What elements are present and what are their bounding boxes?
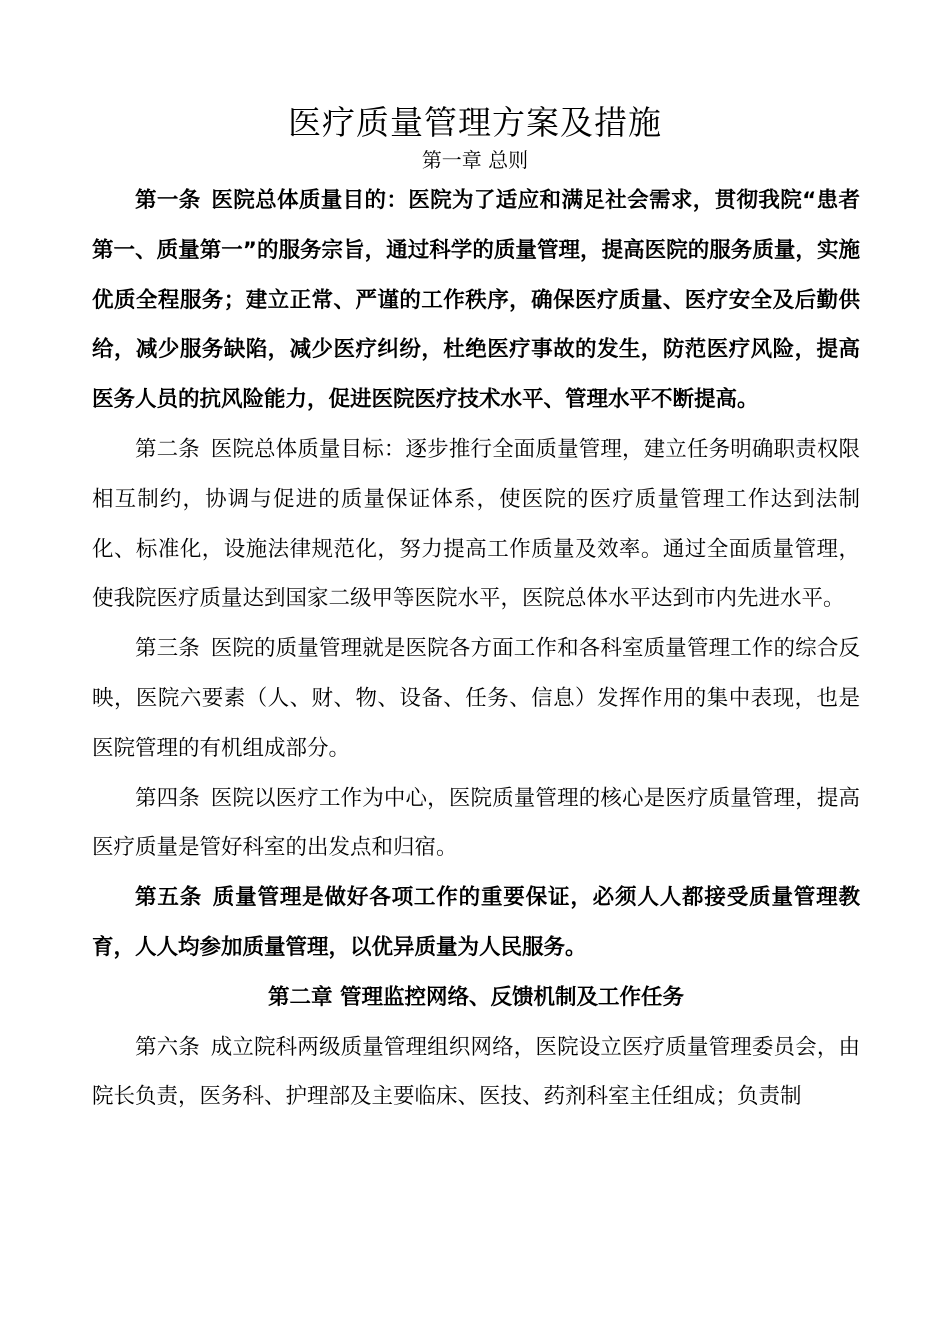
article-label: 第四条 [135,785,200,811]
article-2 [92,425,860,624]
article-label: 第五条 [135,885,203,911]
article-label: 第二条 [135,436,200,462]
article-text: 医院以医疗工作为中心，医院质量管理的核心是医疗质量管理，提高医疗质量是管好科室的出发点和归宿。 [92,785,860,861]
article-text: 质量管理是做好各项工作的重要保证，必须人人都接受质量管理教育，人人均参加质量管理，以优异质量为人民服务。 [92,885,860,960]
article-1 [92,176,860,425]
article-text: 医院的质量管理就是医院各方面工作和各科室质量管理工作的综合反映，医院六要素（人、财、物、设备、任务、信息）发挥作用的集中表现，也是医院管理的有机组成部分。 [92,636,860,761]
article-text: 成立院科两级质量管理组织网络，医院设立医疗质量管理委员会，由院长负责，医务科、护理部及主要临床、医技、药剂科室主任组成；负责制 [92,1034,860,1110]
article-5 [92,873,860,973]
document-body [92,176,860,1122]
article-label: 第一条 [135,188,201,213]
article-3 [92,624,860,773]
chapter-1-title: 第一章 总则 [421,148,529,172]
article-text: 医院总体质量目标：逐步推行全面质量管理，建立任务明确职责权限相互制约，协调与促进的质量保证体系，使医院的医疗质量管理工作达到法制化、标准化，设施法律规范化，努力提高工作质量及效率。通过全面质量管理，使我院医疗质量达到国家二级甲等医院水平，医院总体水平达到市内先进水平。 [92,436,860,612]
article-4 [92,774,860,874]
article-label: 第三条 [135,636,200,662]
article-text: 医院总体质量目的：医院为了适应和满足社会需求，贯彻我院“患者第一、质量第一”的服务宗旨，通过科学的质量管理，提高医院的服务质量，实施优质全程服务；建立正常、严谨的工作秩序，确保医疗质量、医疗安全及后勤供给，减少服务缺陷，减少医疗纠纷，杜绝医疗事故的发生，防范医疗风险，提高医务人员的抗风险能力，促进医院医疗技术水平、管理水平不断提高。 [92,188,860,413]
article-label: 第六条 [135,1034,200,1060]
chapter-2-title: 第二章 管理监控网络、反馈机制及工作任务 [268,984,684,1010]
document-title: 医疗质量管理方案及措施 [288,103,662,142]
article-6 [92,1023,860,1123]
